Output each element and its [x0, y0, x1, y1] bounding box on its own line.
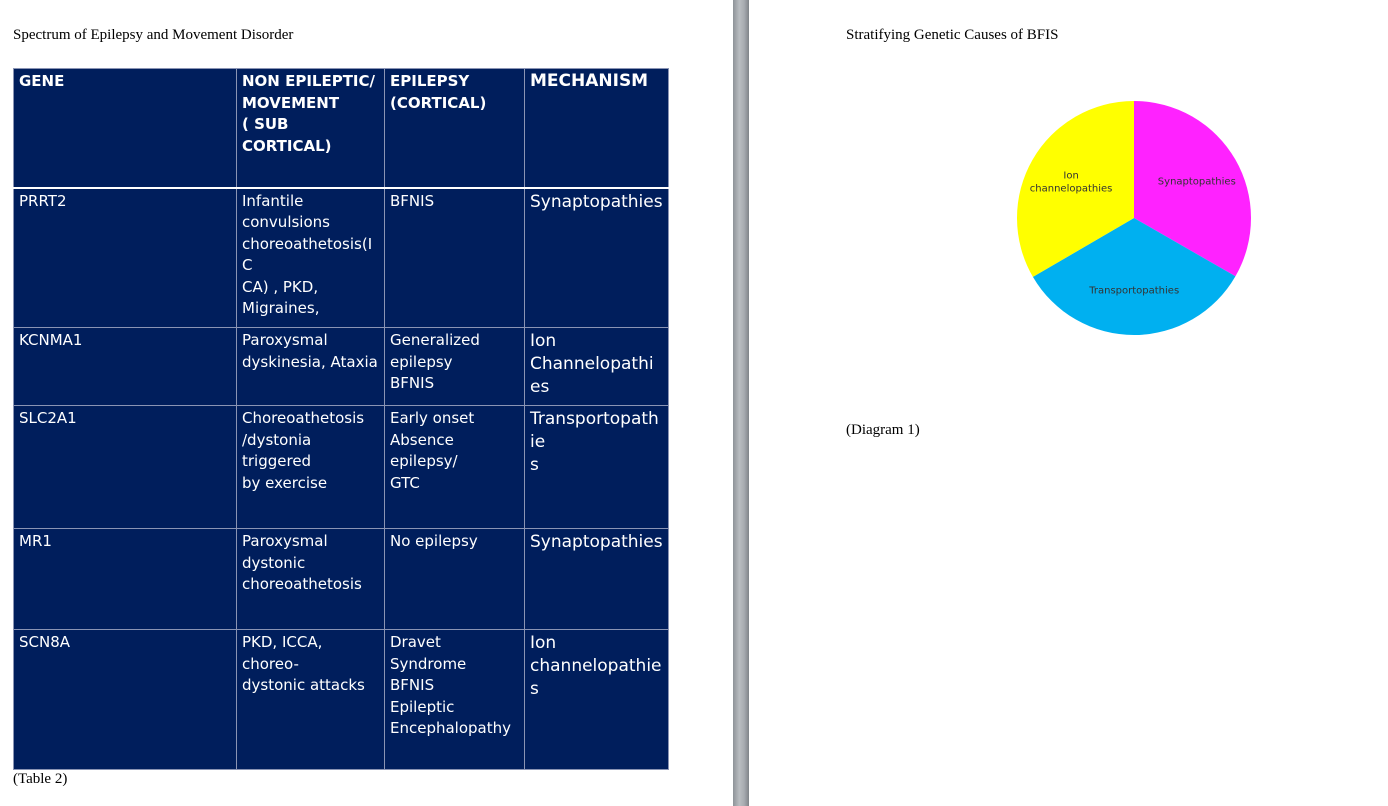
pie-label-synaptopathies: Synaptopathies	[1157, 176, 1236, 188]
table-row	[14, 188, 669, 328]
table-header-row	[14, 69, 669, 188]
document-page-right	[749, 0, 1388, 806]
epilepsy-cell: No epilepsy	[385, 529, 525, 630]
header-gene: GENE	[14, 69, 237, 188]
header-mechanism: MECHANISM	[525, 69, 669, 188]
header-epilepsy: EPILEPSY (CORTICAL)	[385, 69, 525, 188]
table-caption: (Table 2)	[13, 771, 68, 787]
gene-cell: SCN8A	[14, 630, 237, 770]
epilepsy-cell: Generalized epilepsy BFNIS	[385, 328, 525, 406]
epilepsy-cell: Dravet Syndrome BFNIS Epileptic Encephalopathy	[385, 630, 525, 770]
pie-label-transportopathies: Transportopathies	[1089, 285, 1180, 297]
non-epileptic-cell: Infantile convulsions choreoathetosis(IC CA) , PKD, Migraines,	[237, 188, 385, 328]
pie-label-ion-channelopathies: Ion channelopathies	[1029, 170, 1113, 195]
gene-cell: PRRT2	[14, 188, 237, 328]
page-gutter	[733, 0, 749, 806]
gene-mechanism-table	[13, 68, 669, 770]
non-epileptic-cell: Paroxysmal dyskinesia, Ataxia	[237, 328, 385, 406]
mechanism-cell: Ion channelopathies	[525, 630, 669, 770]
gene-cell: MR1	[14, 529, 237, 630]
header-non-epileptic: NON EPILEPTIC/ MOVEMENT ( SUB CORTICAL)	[237, 69, 385, 188]
table-title: Spectrum of Epilepsy and Movement Disorder	[13, 27, 294, 43]
table-row	[14, 328, 669, 406]
non-epileptic-cell: PKD, ICCA, choreo- dystonic attacks	[237, 630, 385, 770]
mechanism-cell: Synaptopathies	[525, 188, 669, 328]
pie-chart	[749, 0, 1388, 420]
table-row	[14, 630, 669, 770]
gene-cell: KCNMA1	[14, 328, 237, 406]
table-row	[14, 529, 669, 630]
diagram-caption: (Diagram 1)	[846, 422, 920, 438]
non-epileptic-cell: Choreoathetosis /dystonia triggered by exercise	[237, 406, 385, 529]
gene-cell: SLC2A1	[14, 406, 237, 529]
mechanism-cell: Ion Channelopathies	[525, 328, 669, 406]
epilepsy-cell: Early onset Absence epilepsy/ GTC	[385, 406, 525, 529]
non-epileptic-cell: Paroxysmal dystonic choreoathetosis	[237, 529, 385, 630]
mechanism-cell: Transportopathie s	[525, 406, 669, 529]
table-row	[14, 406, 669, 529]
diagram-title: Stratifying Genetic Causes of BFIS	[846, 27, 1059, 43]
epilepsy-cell: BFNIS	[385, 188, 525, 328]
mechanism-cell: Synaptopathies	[525, 529, 669, 630]
